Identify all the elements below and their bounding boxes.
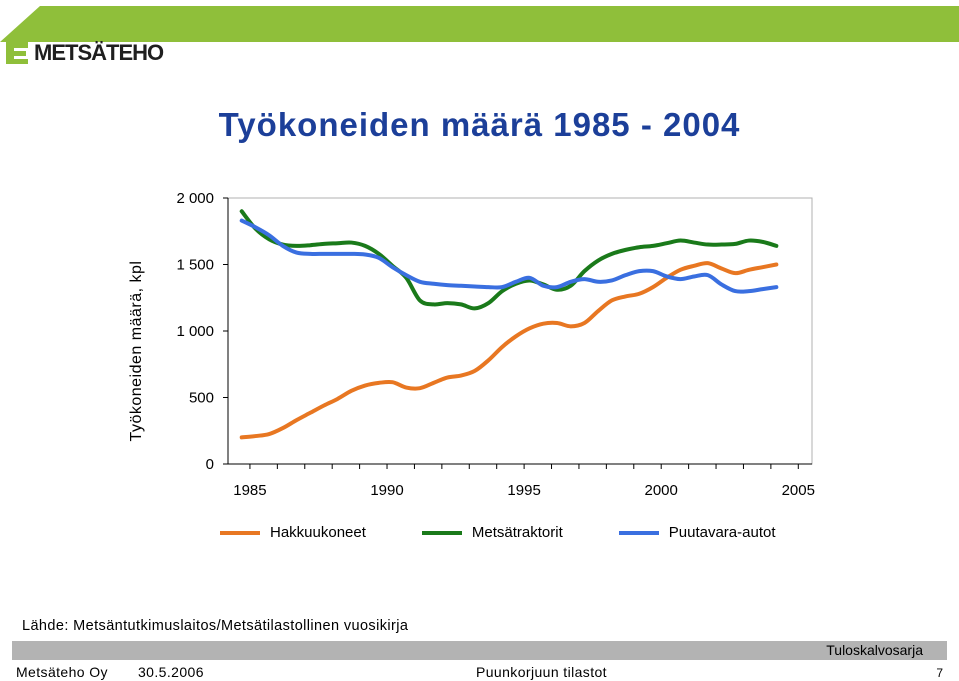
footer-subject: Puunkorjuun tilastot: [476, 664, 607, 680]
y-tick-label: 2 000: [176, 190, 214, 207]
y-tick-label: 0: [205, 456, 214, 473]
y-axis-title: Työkoneiden määrä, kpl: [128, 260, 145, 442]
logo-text: METSÄTEHO: [34, 40, 164, 65]
legend-swatch: [220, 531, 260, 535]
x-tick-label: 1990: [370, 482, 404, 499]
footer-date: 30.5.2006: [138, 664, 204, 680]
x-tick-label: 2000: [644, 482, 678, 499]
chart-labels: [128, 190, 815, 499]
series-line-hakkuukoneet: [242, 263, 777, 437]
chart-legend: [220, 524, 832, 541]
legend-item: [220, 524, 366, 541]
x-tick-label: 2005: [781, 482, 815, 499]
legend-item: [619, 524, 776, 541]
x-tick-label: 1985: [233, 482, 267, 499]
x-tick-label: 1995: [507, 482, 541, 499]
page-number: 7: [936, 666, 943, 680]
legend-label: Puutavara-autot: [668, 524, 776, 541]
chart-series: [242, 211, 777, 437]
footer-band: [12, 641, 947, 660]
chart-title: Työkoneiden määrä 1985 - 2004: [218, 106, 741, 143]
footer-org: Metsäteho Oy: [16, 664, 108, 680]
footer-band-label: Tuloskalvosarja: [826, 642, 923, 658]
series-line-metsätraktorit: [242, 211, 777, 308]
legend-label: Metsätraktorit: [471, 524, 563, 541]
y-tick-label: 1 000: [176, 323, 214, 340]
series-line-puutavara-autot: [242, 221, 777, 292]
legend-swatch: [422, 531, 462, 535]
legend-item: [422, 524, 563, 541]
legend-swatch: [619, 531, 659, 535]
plot-frame: [228, 198, 812, 464]
y-tick-label: 500: [188, 389, 214, 407]
y-tick-label: 1 500: [176, 256, 214, 274]
source-note: Lähde: Metsäntutkimuslaitos/Metsätilastollinen vuosikirja: [22, 618, 409, 634]
legend-label: Hakkuukoneet: [270, 524, 366, 541]
